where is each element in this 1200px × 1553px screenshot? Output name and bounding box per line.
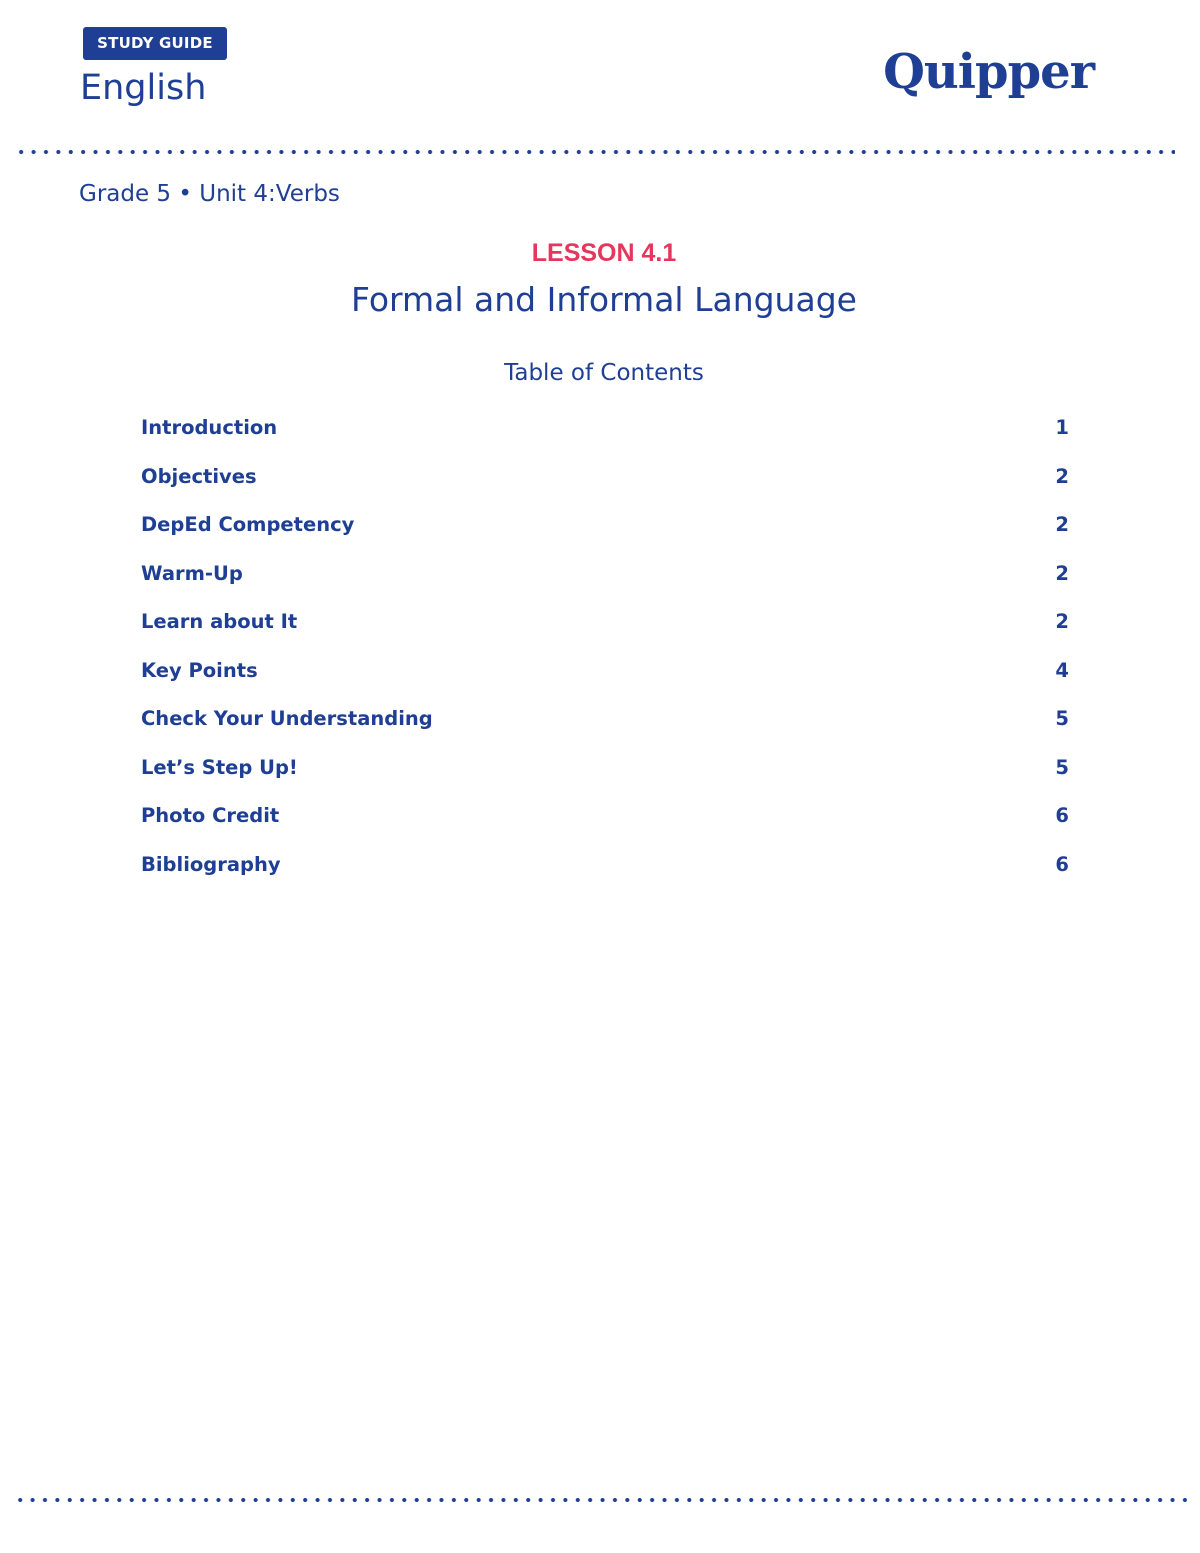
toc-item-introduction[interactable] (141, 410, 1069, 459)
toc-item-photo-credit[interactable] (141, 798, 1069, 847)
toc-item-page: 5 (1055, 755, 1069, 779)
bottom-divider (14, 1498, 1190, 1502)
toc-item-learn-about-it[interactable] (141, 604, 1069, 653)
toc-item-label: Let’s Step Up! (141, 755, 298, 779)
toc-heading: Table of Contents (504, 360, 704, 386)
toc-item-label: Learn about It (141, 610, 298, 633)
toc-item-page: 1 (1055, 416, 1069, 439)
toc-item-page: 2 (1055, 513, 1069, 536)
brand-logo: Quipper (883, 44, 1094, 100)
toc-item-label: DepEd Competency (141, 513, 355, 536)
toc-item-key-points[interactable] (141, 653, 1069, 702)
toc-item-page: 4 (1055, 658, 1069, 682)
toc-item-bibliography[interactable] (141, 847, 1069, 896)
toc-item-warm-up[interactable] (141, 556, 1069, 605)
toc-item-label: Check Your Understanding (141, 707, 433, 730)
study-guide-badge: STUDY GUIDE (83, 27, 227, 60)
toc-item-check-your-understanding[interactable] (141, 701, 1069, 750)
toc-item-deped-competency[interactable] (141, 507, 1069, 556)
toc-item-label: Warm-Up (141, 561, 243, 585)
lesson-label: LESSON 4.1 (531, 239, 677, 267)
toc-item-page: 2 (1055, 610, 1069, 633)
lesson-title: Formal and Informal Language (351, 280, 857, 319)
toc-item-label: Introduction (141, 416, 278, 439)
breadcrumb: Grade 5 • Unit 4:Verbs (79, 181, 340, 207)
subject-title: English (80, 68, 207, 108)
toc-item-label: Key Points (141, 658, 258, 682)
toc-item-label: Objectives (141, 464, 257, 488)
toc-item-objectives[interactable] (141, 459, 1069, 508)
toc-item-label: Photo Credit (141, 804, 280, 827)
top-divider (15, 150, 1175, 154)
table-of-contents (141, 410, 1069, 895)
toc-item-page: 6 (1055, 804, 1069, 827)
toc-item-lets-step-up[interactable] (141, 750, 1069, 799)
toc-item-page: 2 (1055, 464, 1069, 488)
toc-item-page: 5 (1055, 707, 1069, 730)
toc-item-label: Bibliography (141, 852, 281, 876)
toc-item-page: 6 (1055, 852, 1069, 876)
toc-item-page: 2 (1055, 561, 1069, 585)
